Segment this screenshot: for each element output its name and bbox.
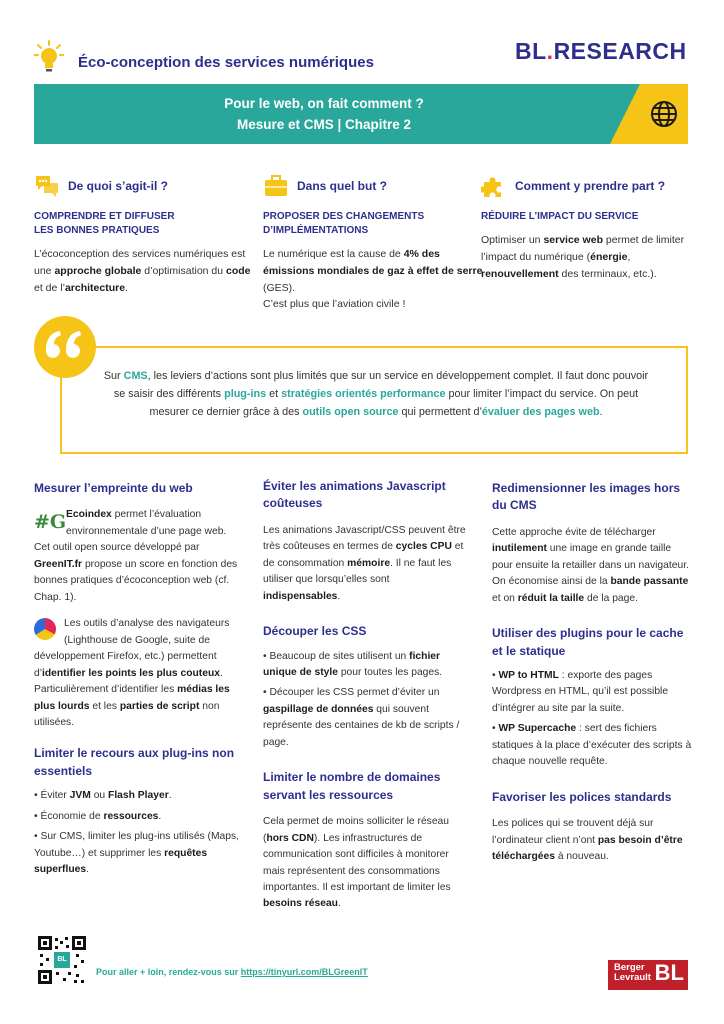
browser-tools-icon (34, 618, 56, 640)
right-column (492, 480, 692, 866)
intro-col-what-heading: De quoi s’agit-il ? (68, 178, 169, 193)
fonts-paragraph: Les polices qui se trouvent déjà sur l’ordinateur client n’ont pas besoin d’être téléchargées à nouveau. (492, 818, 683, 863)
berger-levrault-logo (608, 960, 688, 990)
page-title: Éco-conception des services numériques (78, 54, 374, 71)
intro-col-how-heading: Comment y prendre part ? (515, 178, 666, 193)
left-column (34, 480, 240, 879)
domains-heading: Limiter le nombre de domaines servant les ressources (263, 770, 441, 802)
intro-col-why-heading: Dans quel but ? (297, 178, 387, 193)
quote-glyph-icon (44, 330, 86, 364)
brand-line2: Levrault (614, 972, 651, 984)
middle-column (263, 478, 469, 913)
banner-text (34, 94, 614, 136)
intro-col-how-text: Optimiser un service web permet de limiter l’impact du numérique (énergie, renouvellement des terminaux, etc.). (481, 234, 685, 280)
qr-code[interactable] (38, 936, 86, 984)
domains-paragraph: Cela permet de moins solliciter le réseau (hors CDN). Les infrastructures de communication sont difficiles à monitorer mais représentent des consommations importantes. Il est important de limiter les besoins réseau. (263, 816, 451, 910)
brand-line1: Berger (614, 962, 645, 973)
images-heading: Redimensionner les images hors du CMS (492, 481, 681, 513)
intro-col-what-sub2: LES BONNES PRATIQUES (34, 225, 160, 236)
bl-research-logo: BL.RESEARCH (515, 38, 687, 64)
footer-link[interactable]: https://tinyurl.com/BLGreenIT (240, 967, 368, 977)
cache-list-item: • WP Supercache : sert des fichiers statiques à la place d’exécuter des scripts à chaque nouvelle requête. (492, 723, 692, 768)
banner-line2: Mesure et CMS | Chapitre 2 (236, 116, 412, 132)
intro-col-how-sub1: RÉDUIRE L’IMPACT DU SERVICE (481, 211, 639, 222)
css-list-item: • Beaucoup de sites utilisent un fichier unique de style pour toutes les pages. (263, 650, 443, 678)
intro-col-why-text: Le numérique est la cause de 4% des émissions mondiales de gaz à effet de serre (GES). C’est plus que l’aviation civile ! (263, 248, 483, 311)
animations-heading: Éviter les animations Javascript coûteuses (263, 479, 446, 511)
quote-box (60, 346, 688, 454)
intro-col-what (34, 172, 254, 296)
quote-text: Sur CMS, les leviers d’actions sont plus limités que sur un service en développement complet. Il faut donc pouvoir se saisir des différents plug-ins et stratégies orientés performance pour limiter l’impact du service. On peut mesurer ce dernier grâce à des outils open source qui permettent d’évaluer des pages web. (103, 370, 649, 418)
lightbulb-icon (34, 40, 64, 74)
brand-mark: BL (654, 960, 684, 985)
measure-heading: Mesurer l’empreinte du web (34, 481, 193, 495)
ecoindex-paragraph: #G Ecoindex permet l’évaluation environnementale d’une page web. Cet outil open source développé par GreenIT.fr propose un score en fonction des bonnes pratiques d’écoconception web (cf. Chap. 1). (34, 509, 238, 603)
intro-col-why-sub1: PROPOSER DES CHANGEMENTS (263, 211, 425, 222)
banner-line1: Pour le web, on fait comment ? (224, 96, 424, 111)
images-paragraph: Cette approche évite de télécharger inutilement une image en grande taille pour ensuite la retailler dans un navigateur. On économise ainsi de la bande passante et on réduit la taille de la page. (492, 526, 689, 604)
fonts-heading: Favoriser les polices standards (492, 789, 672, 804)
plugins-list-item: • Éviter JVM ou Flash Player. (34, 790, 172, 802)
intro-col-why-sub2: D’IMPLÉMENTATIONS (263, 225, 369, 236)
quote-mark-icon (34, 316, 96, 378)
intro-col-what-text: L’écoconception des services numériques est une approche globale d’optimisation du code et de l’architecture. (34, 248, 251, 294)
plugins-list-item: • Sur CMS, limiter les plug-ins utilisés (Maps, Youtube…) et supprimer les requêtes superflues. (34, 831, 240, 876)
briefcase-icon (263, 174, 289, 198)
plugins-heading: Limiter le recours aux plug-ins non essentiels (34, 746, 235, 778)
qr-center-label: BL (57, 956, 67, 963)
puzzle-icon (481, 174, 507, 198)
css-list-item: • Découper les CSS permet d’éviter un gaspillage de données qui souvent représente des centaines de kb de scripts / page. (263, 687, 460, 748)
globe-icon (650, 100, 678, 128)
chat-bubbles-icon (34, 174, 60, 198)
cache-list-item: • WP to HTML : exporte des pages Wordpress en HTML, qu’il est possible d’intégrer au site par la suite. (492, 669, 669, 714)
chapter-banner (34, 84, 688, 144)
intro-col-how (481, 172, 691, 282)
intro-col-what-sub1: COMPRENDRE ET DIFFUSER (34, 211, 175, 222)
css-heading: Découper les CSS (263, 624, 367, 639)
animations-paragraph: Les animations Javascript/CSS peuvent être très coûteuses en termes de cycles CPU et de consommation mémoire. Il ne faut les utiliser que lorsqu’elles sont indispensables. (263, 524, 466, 602)
footer-text: Pour aller + loin, rendez-vous sur https://tinyurl.com/BLGreenIT (96, 967, 368, 977)
intro-col-why (263, 172, 483, 313)
browser-tools-paragraph: Les outils d’analyse des navigateurs (Lighthouse de Google, suite de développement Firefox, etc.) permettent d’identifier les points les plus couteux. Particulièrement d’identifier les médias les plus lourds et les parties de script non utilisées. (34, 618, 230, 729)
plugins-list-item: • Économie de ressources. (34, 810, 162, 822)
cache-heading: Utiliser des plugins pour le cache et le statique (492, 626, 684, 658)
banner-accent-slant (610, 84, 640, 144)
ecoindex-icon: #G (34, 511, 67, 534)
